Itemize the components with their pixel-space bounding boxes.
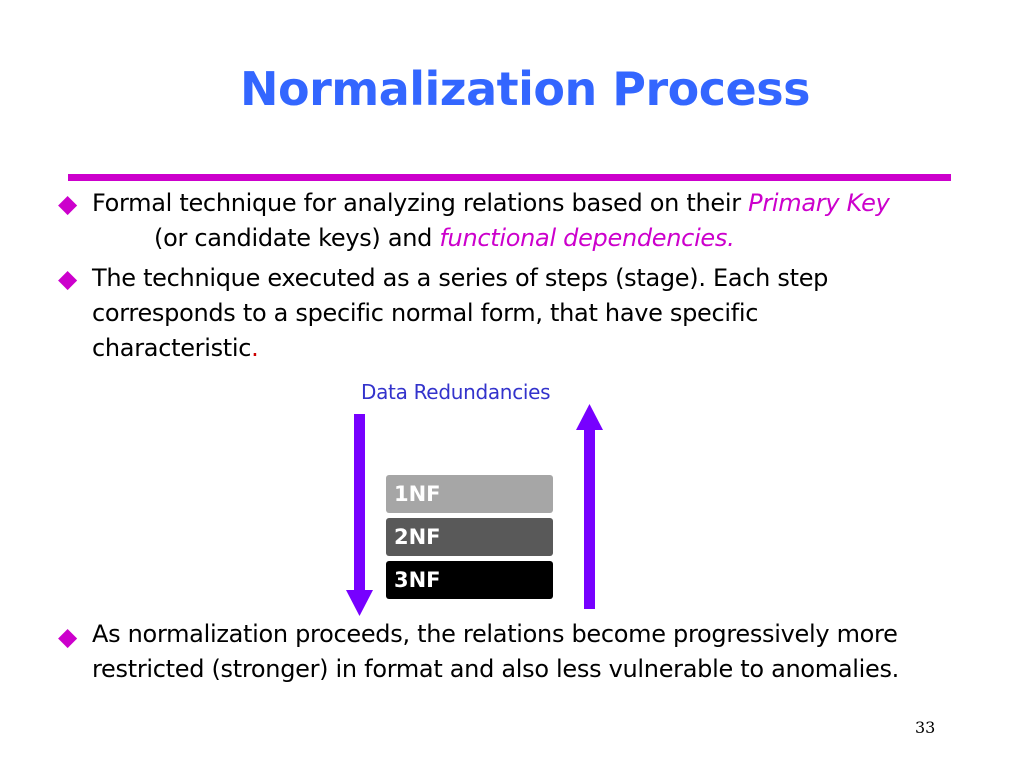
slide-title: Normalization Process (240, 62, 810, 116)
bullet-1-line-2-text: (or candidate keys) and (154, 224, 440, 252)
bullet-text-3 (92, 617, 899, 687)
functional-dependencies-emphasis: functional dependencies. (439, 224, 735, 252)
bullet-2-line-3-text: characteristic (92, 334, 252, 362)
bullet-3-line-1: As normalization proceeds, the relations become progressively more (92, 620, 898, 648)
bullet-3-line-2: restricted (stronger) in format and also less vulnerable to anomalies. (92, 655, 899, 683)
arrow-down-icon (346, 414, 373, 616)
data-redundancies-label: Data Redundancies (361, 380, 551, 404)
bullet-1-line-1-text: Formal technique for analyzing relations based on their (92, 189, 749, 217)
diamond-bullet-icon: ◆ (58, 264, 78, 293)
nf-box-1nf: 1NF (386, 475, 553, 513)
diamond-bullet-icon: ◆ (58, 189, 78, 218)
nf-box-2nf: 2NF (386, 518, 553, 556)
nf-box-3nf: 3NF (386, 561, 553, 599)
bullet-2-line-2: corresponds to a specific normal form, that have specific (92, 299, 759, 327)
arrow-up-icon (576, 404, 603, 609)
bullet-2-period: . (251, 334, 259, 362)
bullet-2-line-1: The technique executed as a series of steps (stage). Each step (92, 264, 829, 292)
page-number: 33 (915, 718, 936, 737)
diamond-bullet-icon: ◆ (58, 622, 78, 651)
primary-key-emphasis: Primary Key (748, 189, 890, 217)
